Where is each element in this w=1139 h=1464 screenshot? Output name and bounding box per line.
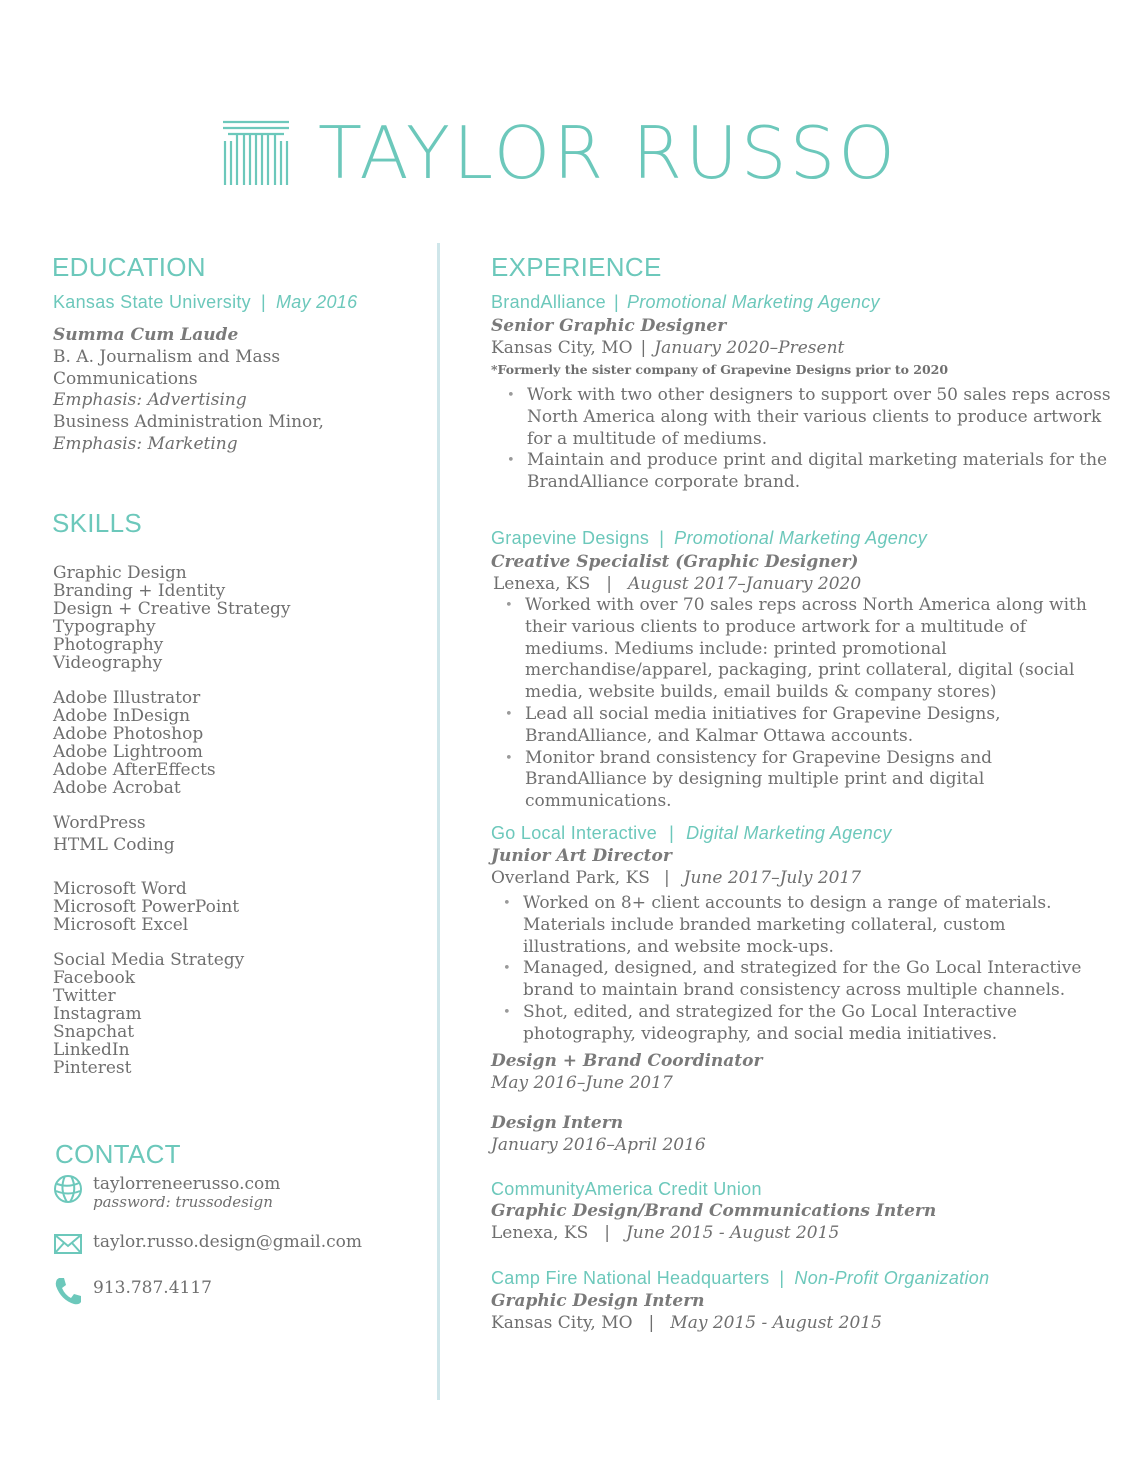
extra-role-dates (491, 1072, 1111, 1094)
job-location-dates (491, 1222, 1111, 1244)
job-location: Lenexa, KS (491, 1223, 589, 1243)
job-header-brandalliance (491, 292, 880, 313)
separator: | (669, 823, 675, 843)
skill-group-web (53, 814, 291, 854)
list-item: • Managed, designed, and strategized for the Go Local Interactive brand to maintain brand consistency across multiple channels. (501, 958, 1111, 1002)
job-header-communityamerica (491, 1179, 762, 1200)
list-item: Adobe Lightroom (53, 742, 203, 762)
emphasis-marketing: Emphasis: Marketing (53, 433, 238, 454)
company-name: Go Local Interactive (491, 823, 658, 843)
minor: Business Administration Minor, (53, 412, 324, 433)
contact-email (53, 1232, 362, 1256)
skill-group-microsoft (53, 880, 291, 934)
degree-line-2: Communications (53, 368, 198, 389)
company-name: CommunityAmerica Credit Union (491, 1179, 762, 1199)
list-item: • Work with two other designers to support over 50 sales reps across North America along with their various clients to produce artwork for a multitude of mediums. (505, 385, 1111, 450)
list-item: Microsoft PowerPoint (53, 897, 240, 917)
honor: Summa Cum Laude (53, 325, 239, 345)
list-item: Branding + Identity (53, 581, 226, 601)
job-dates: June 2015 - August 2015 (625, 1223, 840, 1243)
separator: | (640, 338, 647, 358)
envelope-icon (53, 1232, 83, 1256)
website-password: password: trussodesign (93, 1193, 273, 1211)
separator: | (663, 868, 670, 888)
list-item: HTML Coding (53, 835, 175, 855)
job-note: *Formerly the sister company of Grapevine Designs prior to 2020 (491, 362, 949, 377)
extra-role-title: Design + Brand Coordinator (491, 1050, 763, 1071)
job-title: Senior Graphic Designer (491, 316, 727, 336)
phone-number[interactable]: 913.787.4117 (93, 1278, 212, 1298)
job-location: Kansas City, MO (491, 338, 633, 358)
email-address[interactable]: taylor.russo.design@gmail.com (93, 1232, 362, 1252)
skill-group-social (53, 951, 291, 1077)
list-item: • Lead all social media initiatives for Grapevine Designs, BrandAlliance, and Kalmar Ottawa accounts. (503, 704, 1111, 748)
list-item: Instagram (53, 1004, 142, 1024)
contact-phone (53, 1276, 212, 1306)
job-brandalliance (491, 315, 1111, 494)
contact-heading: CONTACT (55, 1139, 181, 1169)
job-bullets (505, 385, 1111, 494)
job-title: Graphic Design/Brand Communications Intern (491, 1201, 937, 1221)
company-type: Promotional Marketing Agency (674, 528, 928, 548)
skill-group-design (53, 564, 291, 672)
column-divider (437, 243, 440, 1400)
education-details (53, 325, 324, 456)
job-bullets (503, 595, 1111, 813)
list-item: Twitter (53, 986, 116, 1006)
pillar-monogram-icon (222, 119, 290, 187)
job-location-dates (491, 867, 1111, 889)
list-item: Videography (53, 653, 163, 673)
company-name: Camp Fire National Headquarters (491, 1268, 770, 1288)
list-item: • Worked with over 70 sales reps across North America along with their various clients to produce artwork for a multitude of mediums. Mediums include: printed promotional merchandise/apparel, packaging, print collateral, digital (social media, website builds, email builds & company stores) (503, 595, 1111, 704)
job-location-dates (491, 337, 1111, 359)
list-item: Adobe InDesign (53, 706, 191, 726)
separator: | (606, 574, 612, 594)
list-item: Adobe Photoshop (53, 724, 204, 744)
phone-icon (53, 1276, 83, 1306)
list-item: Adobe AfterEffects (53, 760, 216, 780)
company-name: BrandAlliance (491, 292, 606, 312)
list-item: Design + Creative Strategy (53, 599, 291, 619)
degree-line-1: B. A. Journalism and Mass (53, 346, 281, 367)
job-location-dates (491, 1312, 1111, 1334)
company-type: Promotional Marketing Agency (626, 292, 880, 312)
list-item: Photography (53, 635, 164, 655)
list-item: Facebook (53, 968, 136, 988)
list-item: Pinterest (53, 1058, 132, 1078)
separator: | (604, 1223, 610, 1243)
list-item: LinkedIn (53, 1040, 130, 1060)
skill-group-adobe (53, 689, 291, 797)
list-item: Snapchat (53, 1022, 135, 1042)
job-header-golocal (491, 823, 892, 844)
job-communityamerica (491, 1200, 1111, 1244)
list-item: Typography (53, 617, 156, 637)
list-item: WordPress (53, 813, 146, 833)
education-school-line (53, 292, 357, 313)
list-item: Graphic Design (53, 563, 187, 583)
separator: | (659, 528, 665, 548)
list-item: Adobe Illustrator (53, 688, 201, 708)
extra-role-dates-text: May 2016–June 2017 (491, 1072, 673, 1093)
list-item: Social Media Strategy (53, 950, 245, 970)
job-location-dates (491, 573, 1111, 595)
job-header-campfire (491, 1268, 989, 1289)
website-link[interactable]: taylorreneerusso.com (93, 1174, 281, 1194)
job-location: Kansas City, MO (491, 1313, 633, 1333)
skills-heading: SKILLS (52, 508, 142, 538)
job-dates: August 2017–January 2020 (627, 574, 862, 594)
emphasis-advertising: Emphasis: Advertising (53, 390, 247, 411)
job-location: Overland Park, KS (491, 868, 650, 888)
separator: | (779, 1268, 785, 1288)
contact-website (53, 1174, 280, 1210)
graduation-date: May 2016 (275, 292, 358, 312)
school-name: Kansas State University (53, 292, 251, 312)
job-dates: January 2020–Present (654, 338, 845, 358)
job-golocal (491, 845, 1111, 1156)
company-type: Digital Marketing Agency (686, 823, 892, 843)
job-title: Creative Specialist (Graphic Designer) (491, 552, 859, 572)
skills-list (53, 564, 291, 1094)
job-dates: June 2017–July 2017 (683, 868, 862, 888)
list-item: Adobe Acrobat (53, 778, 181, 798)
education-heading: EDUCATION (52, 252, 206, 282)
job-header-grapevine (491, 528, 927, 549)
list-item: • Maintain and produce print and digital marketing materials for the BrandAlliance corporate brand. (505, 450, 1111, 494)
job-dates: May 2015 - August 2015 (670, 1313, 882, 1333)
globe-icon (53, 1174, 83, 1204)
list-item: Microsoft Word (53, 879, 187, 899)
job-title: Graphic Design Intern (491, 1291, 705, 1311)
company-name: Grapevine Designs (491, 528, 650, 548)
job-location: Lenexa, KS (493, 574, 591, 594)
extra-role-dates (491, 1134, 1111, 1156)
job-grapevine (491, 551, 1111, 813)
job-campfire (491, 1290, 1111, 1334)
separator: | (260, 292, 266, 312)
job-bullets (501, 893, 1111, 1046)
job-title: Junior Art Director (491, 846, 672, 866)
resume-header (222, 111, 898, 195)
list-item: • Monitor brand consistency for Grapevine Designs and BrandAlliance by designing multiple print and digital communications. (503, 748, 1111, 813)
extra-role-dates-text: January 2016–April 2016 (491, 1134, 706, 1155)
list-item: • Shot, edited, and strategized for the Go Local Interactive photography, videography, and social media initiatives. (501, 1002, 1111, 1046)
separator: | (648, 1313, 655, 1333)
experience-heading: EXPERIENCE (491, 252, 662, 282)
applicant-name: TAYLOR RUSSO (318, 111, 898, 195)
extra-role-title: Design Intern (491, 1112, 624, 1133)
website-block (93, 1174, 280, 1210)
list-item: • Worked on 8+ client accounts to design a range of materials. Materials include branded marketing collateral, custom illustrations, and website mock-ups. (501, 893, 1111, 958)
separator: | (613, 292, 619, 312)
company-type: Non-Profit Organization (794, 1268, 990, 1288)
list-item: Microsoft Excel (53, 915, 189, 935)
